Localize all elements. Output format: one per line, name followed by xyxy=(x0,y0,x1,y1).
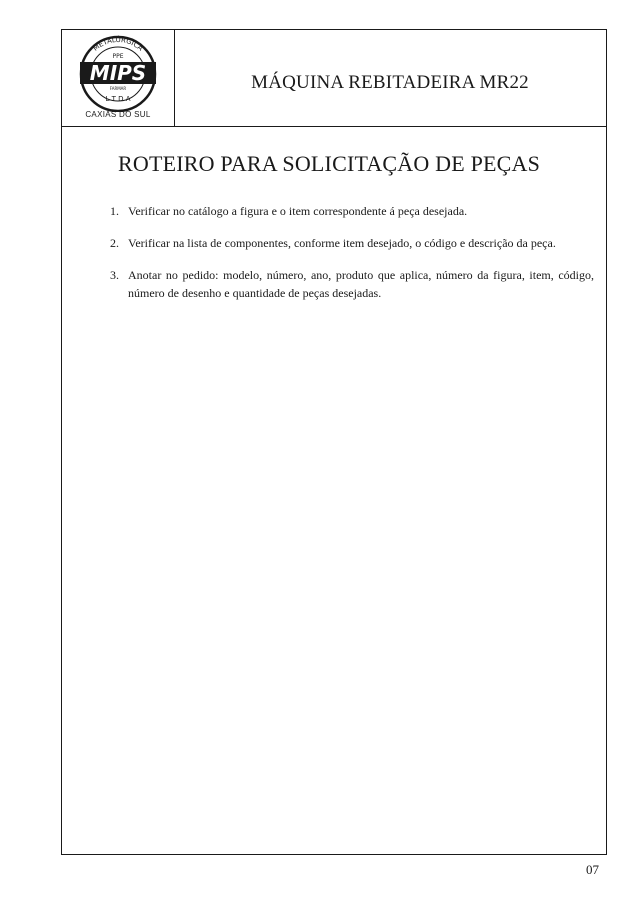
logo-ppe: PPE xyxy=(112,53,124,60)
step-text: Verificar na lista de componentes, conforme item desejado, o código e descrição da peça. xyxy=(128,236,556,250)
step-text: Verificar no catálogo a figura e o item correspondente á peça desejada. xyxy=(128,204,468,218)
step-number: 2. xyxy=(110,236,119,250)
logo-caption: CAXIAS DO SUL xyxy=(85,110,151,119)
svg-text:METALÚRGICA xyxy=(92,35,145,53)
step-text: Anotar no pedido: modelo, número, ano, produto que aplica, número da figura, item, código, número de desenho e quantidade de peças desejadas. xyxy=(128,268,594,300)
list-item xyxy=(110,202,594,220)
logo-small-text: FARMAR xyxy=(109,86,127,91)
section-title: ROTEIRO PARA SOLICITAÇÃO DE PEÇAS xyxy=(118,151,541,176)
logo-cell xyxy=(62,30,175,126)
step-number: 1. xyxy=(110,204,119,218)
document-title: MÁQUINA REBITADEIRA MR22 xyxy=(251,72,529,93)
company-logo xyxy=(76,34,160,112)
logo-top-text: METALÚRGICA xyxy=(91,35,145,53)
step-number: 3. xyxy=(110,268,119,282)
logo-brand: MIPS xyxy=(89,61,147,85)
page-frame xyxy=(61,29,607,855)
header xyxy=(62,30,606,127)
steps-list xyxy=(110,202,594,316)
list-item xyxy=(110,266,594,302)
logo-ltda: L T D A xyxy=(105,95,131,103)
list-item xyxy=(110,234,594,252)
page-number: 07 xyxy=(586,862,599,877)
